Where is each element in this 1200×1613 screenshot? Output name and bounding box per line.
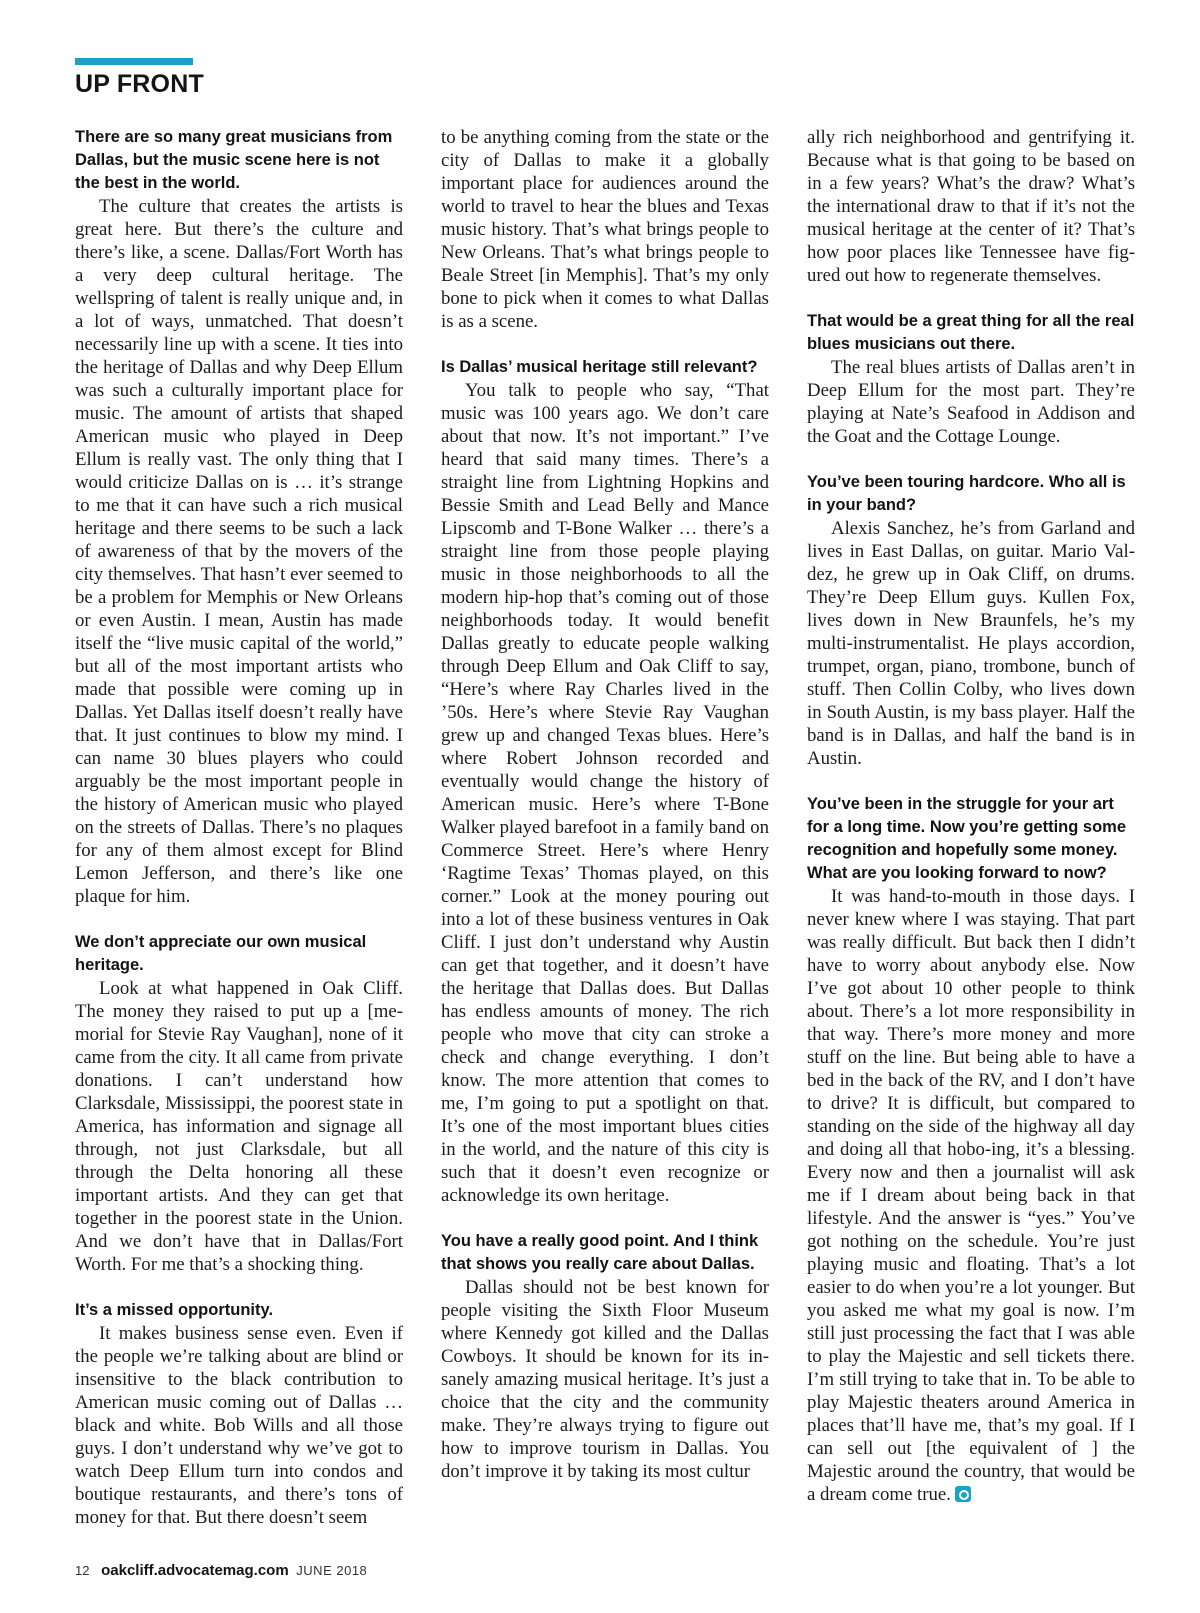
answer-paragraph: Dallas should not be best known for people visiting the Sixth Floor Museum where Kennedy got killed and the Dallas Cowboys. It should be known for its insanely amazing musical heritage. It’s just a choice that the city and the community make. They’re always trying to figure out how to improve tourism in Dallas. You don’t improve it by taking its most cultur xyxy=(441,1277,769,1482)
section-accent-bar xyxy=(75,58,193,65)
issue-date: JUNE 2018 xyxy=(296,1563,368,1578)
answer-paragraph: The culture that creates the artists is great here. But there’s the culture and there’s like, a scene. Dallas/Fort Worth has a very deep cultural heritage. The wellspring of talent is really unique and, in a lot of ways, unmatched. That doesn’t necessarily line up with a scene. It ties into the heritage of Dallas and why Deep Ellum was such a culturally important place for music. The amount of artists that shaped American music who played in Deep Ellum is really vast. The only thing that I would criticize Dallas on is … it’s strange to me that it can have such a rich musical heritage and there seems to be such a lack of awareness of that by the movers of the city themselves. That hasn’t ever seemed to be a problem for Memphis or New Orleans or even Austin. I mean, Austin has made itself the “live music capital of the world,” but all of the most important artists who made that possible were coming up in Dallas. Yet Dallas itself doesn’t really have that. It just continues to blow my mind. I can name 30 blues players who could arguably be the most important people in the history of American music who played on the streets of Dallas. There’s no plaques for any of them almost except for Blind Lemon Jefferson, and there’s like one plaque for him. xyxy=(75,196,403,907)
interview-question: You’ve been in the struggle for your art for a long time. Now you’re getting some recognition and hopefully some money. What are you looking forward to now? xyxy=(807,795,1127,882)
answer-paragraph: Look at what happened in Oak Cliff. The money they raised to put up a [memorial for Stevie Ray Vaughan], none of it came from the city. It all came from private donations. I can’t understand how Clarksdale, Mississippi, the poorest state in America, has information and signage all through, not just Clarksdale, but all through the Delta honoring all these important artists. And they can get that together in the poorest state in the Union. And we don’t have that in Dallas/Fort Worth. For me that’s a shocking thing. xyxy=(75,978,403,1275)
answer-paragraph: The real blues artists of Dallas aren’t in Deep Ellum for the most part. They’re playing at Nate’s Seafood in Addison and the Goat and the Cottage Lounge. xyxy=(807,357,1135,447)
interview-question: You’ve been touring hardcore. Who all is in your band? xyxy=(807,473,1126,514)
interview-question: That would be a great thing for all the real blues musicians out there. xyxy=(807,312,1135,353)
answer-paragraph-continued: to be anything coming from the state or the city of Dallas to make it a globally important place for audiences around the world to travel to hear the blues and Texas music history. That’s what brings people to New Orleans. That’s what brings people to Beale Street [in Memphis]. That’s my only bone to pick when it comes to what Dallas is as a scene. xyxy=(441,127,769,332)
interview-question: It’s a missed opportunity. xyxy=(75,1301,274,1319)
end-of-article-icon xyxy=(955,1486,971,1502)
column-2 xyxy=(441,126,769,1546)
article-columns xyxy=(75,126,1135,1546)
interview-question: There are so many great musicians from Dallas, but the music scene here is not the best in the world. xyxy=(75,128,393,192)
site-url: oakcliff.advocatemag.com xyxy=(101,1562,289,1579)
interview-question: Is Dallas’ musical heritage still relevant? xyxy=(441,358,758,376)
page-number: 12 xyxy=(75,1563,90,1578)
section-title: UP FRONT xyxy=(75,70,204,98)
interview-question: We don’t appreciate our own musical heritage. xyxy=(75,933,367,974)
answer-paragraph-continued: ally rich neighborhood and gentrifying it. Because what is that going to be based on in a few years? What’s the draw? What’s the international draw to that if it’s not the musical heritage at the center of it? That’s how poor places like Tennessee have figured out how to regenerate themselves. xyxy=(807,127,1135,286)
answer-paragraph: It was hand-to-mouth in those days. I never knew where I was staying. That part was really difficult. But back then I didn’t have to worry about anybody else. Now I’ve got about 10 other people to think about. There’s a lot more responsibility in that way. There’s more money and more stuff on the line. But being able to have a bed in the back of the RV, and I don’t have to drive? It is difficult, but compared to standing on the side of the highway all day and doing all that hobo-ing, it’s a blessing. Every now and then a journalist will ask me if I dream about being back in that lifestyle. And the answer is “yes.” You’ve got nothing on the schedule. You’re just playing music and floating. That’s a lot easier to do when you’re a lot younger. But you asked me what my goal is now. I’m still just processing the fact that I was able to play the Majestic and sell tickets there. I’m still trying to take that in. To be able to play Majestic theaters around America in places that’ll have me, that’s my goal. If I can sell out [the equivalent of ] the Majestic around the country, that would be a dream come true. xyxy=(807,886,1135,1505)
column-3 xyxy=(807,126,1135,1546)
answer-paragraph: Alexis Sanchez, he’s from Garland and lives in East Dallas, on guitar. Mario Valdez, he grew up in Oak Cliff, on drums. They’re Deep Ellum guys. Kullen Fox, lives down in New Braunfels, he’s my multi-instrumentalist. He plays accordion, trumpet, organ, piano, trombone, bunch of stuff. Then Collin Colby, who lives down in South Austin, is my bass player. Half the band is in Dallas, and half the band is in Austin. xyxy=(807,518,1135,769)
answer-paragraph: It makes business sense even. Even if the people we’re talking about are blind or insensitive to the black contribution to American music coming out of Dallas … black and white. Bob Wills and all those guys. I don’t understand why we’ve got to watch Deep Ellum turn into condos and boutique restaurants, and there’s tons of money for that. But there doesn’t seem xyxy=(75,1323,403,1528)
interview-question: You have a really good point. And I think that shows you really care about Dallas. xyxy=(441,1232,759,1273)
page-footer xyxy=(75,1562,367,1579)
column-1 xyxy=(75,126,403,1546)
answer-paragraph: You talk to people who say, “That music was 100 years ago. We don’t care about that now. It’s not important.” I’ve heard that said many times. There’s a straight line from Lightning Hopkins and Bessie Smith and Lead Belly and Mance Lipscomb and T-Bone Walker … there’s a straight line from those people playing music in those neighborhoods to all the modern hip-hop that’s coming out of those neighborhoods today. It would benefit Dallas greatly to educate people walking through Deep Ellum and Oak Cliff to say, “Here’s where Ray Charles lived in the ’50s. Here’s where Stevie Ray Vaughan grew up and changed Texas blues. Here’s where Robert Johnson recorded and eventually would change the history of American music. Here’s where T-Bone Walker played barefoot in a family band on Commerce Street. Here’s where Henry ‘Ragtime Texas’ Thomas played, on this corner.” Look at the money pouring out into a lot of these business ventures in Oak Cliff. I just don’t understand why Austin can get that together, and it doesn’t have the heritage that Dallas does. But Dallas has endless amounts of money. The rich people who move that city can stroke a check and change everything. I don’t know. The more attention that comes to me, I’m going to put a spotlight on that. It’s one of the most important blues cities in the world, and the nature of this city is such that it doesn’t even recognize or acknowledge its own heritage. xyxy=(441,380,769,1206)
